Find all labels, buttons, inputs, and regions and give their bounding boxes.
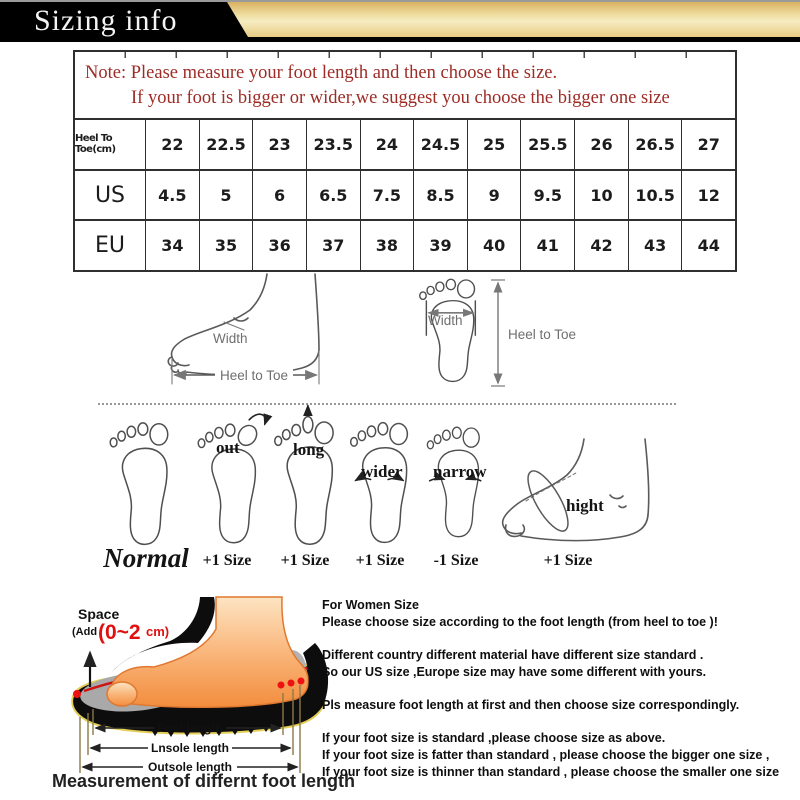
banner-top-strip (0, 0, 800, 2)
size-cell: 9.5 (520, 171, 574, 220)
space-add-prefix: (Add (72, 626, 98, 638)
advice-gap (322, 714, 792, 730)
foot-narrow-size-label: -1 Size (433, 552, 479, 569)
size-table-row (75, 120, 735, 171)
shoe-diagram-caption: Measurement of differnt foot length (52, 771, 355, 791)
size-table-row (75, 221, 735, 270)
space-label: Space (78, 606, 120, 622)
heel-to-toe-vertical-arrow (489, 277, 507, 389)
advice-line: Different country different material have different size standard . (322, 648, 704, 662)
size-table-row-label: Heel To Toe(cm) (75, 133, 116, 156)
foot-narrow-label: narrow (433, 462, 487, 481)
size-cell: 7.5 (360, 171, 414, 220)
size-cell: 26 (574, 120, 628, 169)
size-table-row-label: EU (94, 233, 125, 259)
size-chart-box (73, 50, 737, 272)
size-cell: 35 (199, 221, 253, 270)
foot-wider-label: wider (361, 462, 403, 481)
foot-hight-label: hight (566, 496, 604, 515)
shoe-cross-section-diagram (30, 597, 330, 782)
note-line-2: If your foot is bigger or wider,we suggest you choose the bigger one size (131, 88, 670, 108)
size-cell: 34 (145, 221, 199, 270)
size-table (75, 120, 735, 270)
size-cell: 12 (681, 171, 735, 220)
dotted-separator (98, 403, 676, 405)
advice-line: If your foot size is fatter than standard , please choose the bigger one size , (322, 748, 770, 762)
size-cell: 36 (252, 221, 306, 270)
space-add-unit: cm) (146, 624, 170, 639)
page-title: Sizing info (34, 4, 178, 37)
big-toe-shape (107, 682, 137, 706)
size-cell: 5 (199, 171, 253, 220)
foot-out-size-label: +1 Size (202, 552, 252, 569)
size-cell: 8.5 (413, 171, 467, 220)
top-heel-to-toe-label: Heel to Toe (508, 327, 577, 342)
top-width-label: Width (428, 313, 463, 328)
size-cell: 6 (252, 171, 306, 220)
banner-gold-ribbon (227, 2, 800, 37)
size-cell: 9 (467, 171, 521, 220)
foot-long-size-label: +1 Size (280, 552, 330, 569)
measure-top-footprint-illustration (412, 277, 488, 389)
note-area (75, 52, 735, 120)
heel-marker-dot (298, 678, 305, 685)
toe-marker-dot (73, 690, 81, 698)
size-cell: 4.5 (145, 171, 199, 220)
advice-line: Pls measure foot length at first and then choose size correspondingly. (322, 698, 740, 712)
heel-marker-dot (278, 682, 285, 689)
size-cell: 10 (574, 171, 628, 220)
size-cell: 22 (145, 120, 199, 169)
note-column-ticks (75, 52, 735, 58)
heel-marker-dot (288, 680, 295, 687)
size-cell: 6.5 (306, 171, 360, 220)
size-cell: 25.5 (520, 120, 574, 169)
size-cell: 38 (360, 221, 414, 270)
size-cell: 42 (574, 221, 628, 270)
size-cell: 37 (306, 221, 360, 270)
size-cell: 27 (681, 120, 735, 169)
size-cell: 10.5 (628, 171, 682, 220)
size-cell: 40 (467, 221, 521, 270)
advice-line: If your foot size is standard ,please choose size as above. (322, 731, 666, 745)
size-cell: 25 (467, 120, 521, 169)
size-cell: 24.5 (413, 120, 467, 169)
advice-line: So our US size ,Europe size may have some different with yours. (322, 665, 707, 679)
foot-normal-illustration (98, 406, 186, 548)
size-cell: 26.5 (628, 120, 682, 169)
insole-length-label: Lnsole length (151, 741, 229, 755)
space-add-value: (0~2 (98, 621, 141, 644)
side-heel-to-toe-label: Heel to Toe (215, 368, 293, 383)
outsole-length-label: Outsole length (148, 760, 232, 774)
size-cell: 44 (681, 221, 735, 270)
foot-long-illustration (266, 404, 348, 548)
size-cell: 23 (252, 120, 306, 169)
size-table-row (75, 171, 735, 222)
foot-wider-size-label: +1 Size (355, 552, 405, 569)
size-cell: 43 (628, 221, 682, 270)
size-cell: 41 (520, 221, 574, 270)
advice-line: Please choose size according to the foot length (from heel to toe )! (322, 615, 718, 629)
foot-long-label: long (293, 440, 325, 459)
size-cell: 24 (360, 120, 414, 169)
foot-out-label: out (216, 438, 240, 457)
size-advice (322, 597, 792, 781)
advice-line: If your foot size is thinner than standard , please choose the smaller one size (322, 765, 780, 779)
advice-gap (322, 681, 792, 697)
note-line-1: Note: Please measure your foot length and then choose the size. (85, 63, 558, 83)
size-cell: 39 (413, 221, 467, 270)
size-cell: 22.5 (199, 120, 253, 169)
size-table-row-label: US (94, 182, 126, 208)
advice-line: For Women Size (322, 598, 420, 612)
size-cell: 23.5 (306, 120, 360, 169)
foot-hight-size-label: +1 Size (543, 552, 593, 569)
foot-out-illustration (192, 406, 270, 548)
advice-gap (322, 631, 792, 647)
foot-normal-size-label: Normal (103, 543, 189, 573)
side-width-label: Width (213, 331, 248, 346)
foot-length-label: Foot length (157, 721, 223, 735)
header-banner (0, 0, 800, 42)
